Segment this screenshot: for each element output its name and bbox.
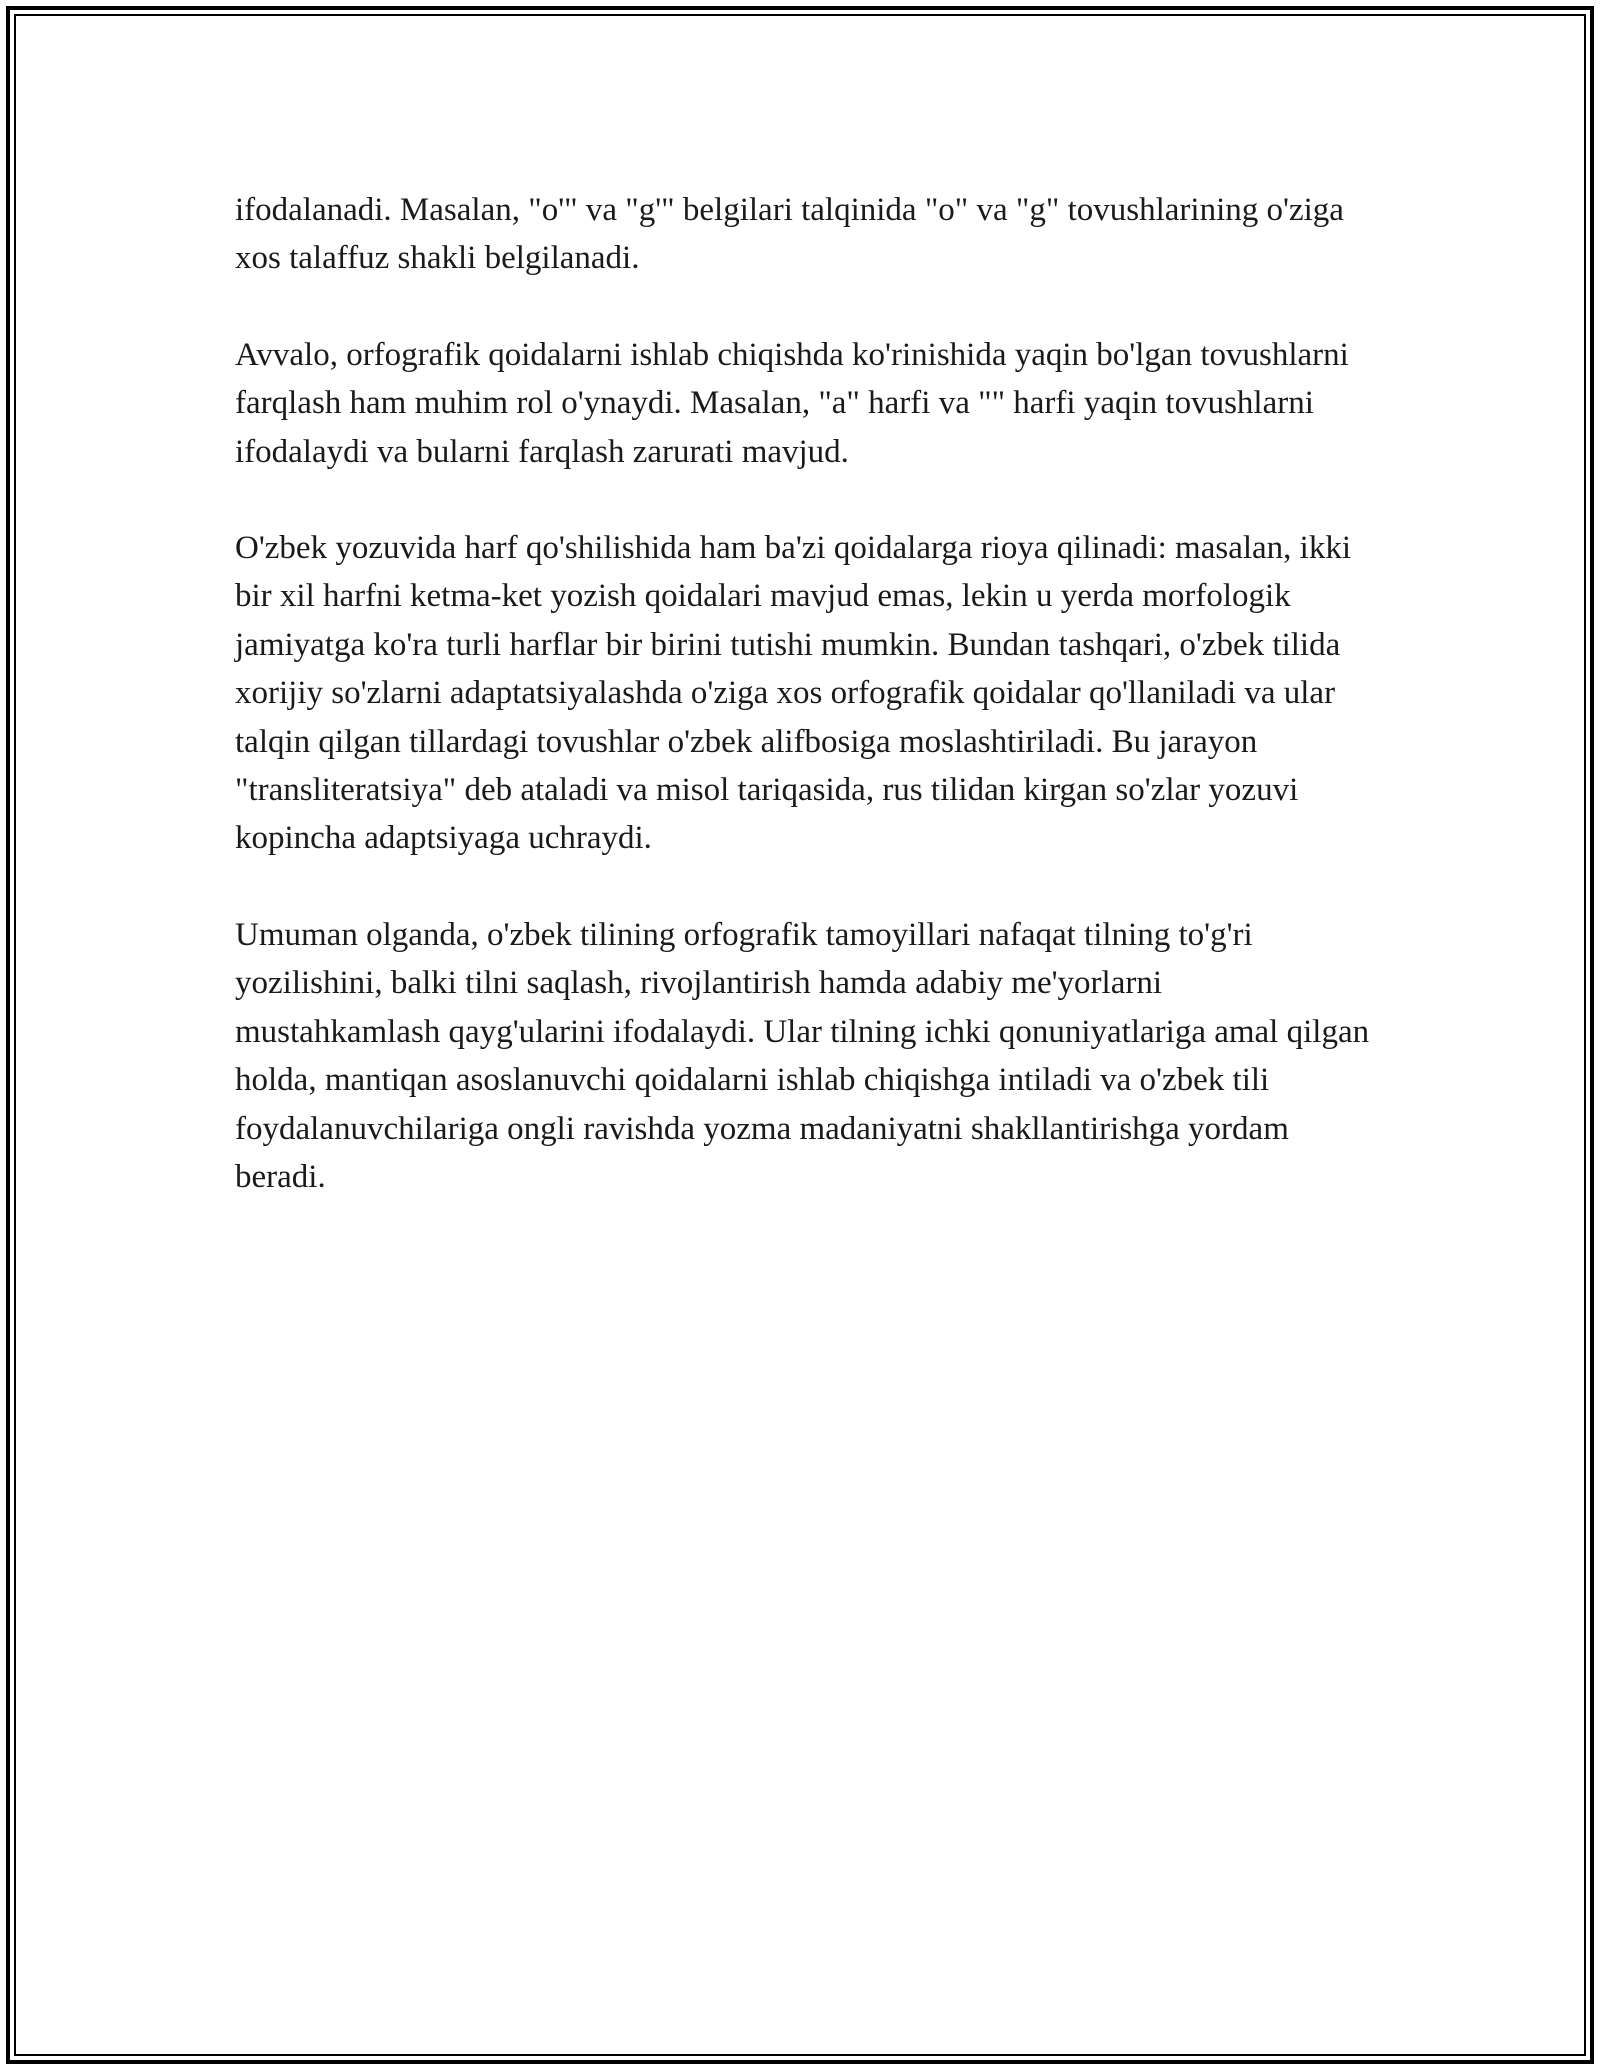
paragraph-3: O'zbek yozuvida harf qo'shilishida ham ba'zi qoidalarga rioya qilinadi: masalan, ikki bir xil harfni ketma-ket yozish qoidalari mavjud emas, lekin u yerda morfologik jamiyatga ko'ra turli harflar bir birini tutishi mumkin. Bundan tashqari, o'zbek tilida xorijiy so'zlarni adaptatsiyalashda o'ziga xos orfografik qoidalar qo'llaniladi va ular talqin qilgan tillardagi tovushlar o'zbek alifbosiga moslashtiriladi. Bu jarayon "transliteratsiya" deb ataladi va misol tariqasida, rus tilidan kirgan so'zlar yozuvi kopincha adaptsiyaga uchraydi. bbox=[235, 530, 1352, 857]
paragraph-1: ifodalanadi. Masalan, "o'" va "g'" belgilari talqinida "o" va "g" tovushlarining o'ziga xos talaffuz shakli belgilanadi. bbox=[235, 192, 1344, 277]
paragraph-4: Umuman olganda, o'zbek tilining orfografik tamoyillari nafaqat tilning to'g'ri yozilishini, balki tilni saqlash, rivojlantirish hamda adabiy me'yorlarni mustahkamlash qayg'ularini ifodalaydi. Ular tilning ichki qonuniyatlariga amal qilgan holda, mantiqan asoslanuvchi qoidalarni ishlab chiqishga intiladi va o'zbek tili foydalanuvchilariga ongli ravishda yozma madaniyatni shakllantirishga yordam beradi. bbox=[235, 916, 1370, 1195]
document-body bbox=[235, 186, 1375, 1249]
paragraph-2: Avvalo, orfografik qoidalarni ishlab chiqishda ko'rinishida yaqin bo'lgan tovushlarni farqlash ham muhim rol o'ynaydi. Masalan, "a" harfi va "" harfi yaqin tovushlarni ifodalaydi va bularni farqlash zarurati mavjud. bbox=[235, 336, 1349, 470]
